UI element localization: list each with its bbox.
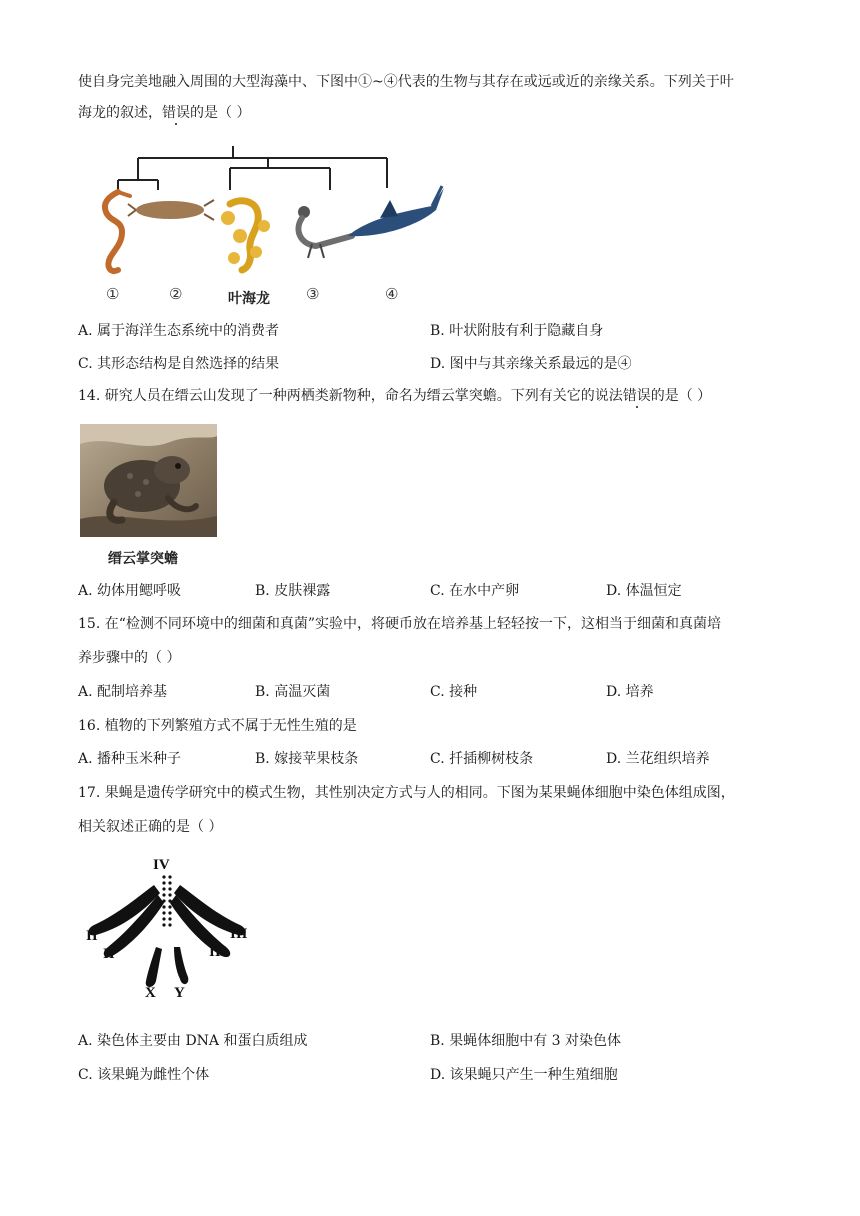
- toad-icon: [80, 424, 217, 537]
- q13-emphasis: 错误: [162, 105, 190, 121]
- q14-text-post: 的是（ ）: [650, 388, 712, 404]
- q16-option-a: A. 播种玉米种子: [78, 751, 182, 767]
- q15-text-line1: 15. 在“检测不同环境中的细菌和真菌”实验中，将硬币放在培养基上轻轻按一下，这相当于细菌和真菌培: [78, 616, 722, 632]
- feathered-dinosaur-icon: [298, 206, 352, 258]
- chromosome-label-x: X: [145, 985, 156, 1001]
- q13-option-c: C. 其形态结构是自然选择的结果: [78, 356, 280, 372]
- q17-option-d: D. 该果蝇只产生一种生殖细胞: [430, 1067, 618, 1083]
- tree-label-1: ①: [106, 285, 120, 303]
- q17-text-line1: 17. 果蝇是遗传学研究中的模式生物，其性别决定方式与人的相同。下图为某果蝇体细胞中染色体组成图，: [78, 785, 735, 801]
- shrimp-icon: [128, 200, 214, 220]
- chromosome-label-iv: IV: [153, 857, 170, 873]
- q13-text-line1: 使自身完美地融入周围的大型海藻中、下图中①~④代表的生物与其存在或远或近的亲缘关系。下列关于叶: [78, 74, 734, 90]
- tree-label-2: ②: [169, 285, 183, 303]
- q13-option-a: A. 属于海洋生态系统中的消费者: [78, 323, 280, 339]
- tree-label-4: ④: [385, 285, 399, 303]
- q13-text-pre: 海龙的叙述，: [78, 105, 162, 121]
- tree-label-3: ③: [306, 285, 320, 303]
- q13-text-line2: [78, 103, 250, 123]
- q17-option-a: A. 染色体主要由 DNA 和蛋白质组成: [78, 1033, 308, 1049]
- seahorse-icon: [105, 192, 130, 271]
- q14-option-d: D. 体温恒定: [606, 583, 682, 599]
- tree-label-leafy-seadragon: 叶海龙: [228, 291, 270, 307]
- q14-emphasis: 错误: [622, 388, 651, 404]
- q14-option-b: B. 皮肤裸露: [255, 583, 331, 599]
- q14-option-c: C. 在水中产卵: [430, 583, 520, 599]
- chromosome-label-ii-a: II: [86, 928, 98, 944]
- q16-option-d: D. 兰花组织培养: [606, 751, 710, 767]
- chromosome-label-y: Y: [174, 985, 185, 1001]
- q15-option-c: C. 接种: [430, 684, 478, 700]
- toad-photo: [80, 424, 217, 537]
- q13-option-b: B. 叶状附肢有利于隐藏自身: [430, 323, 604, 339]
- chromosome-label-ii-b: II: [103, 946, 115, 962]
- chromosome-label-iii-a: III: [230, 926, 248, 942]
- leafy-seadragon-icon: [221, 201, 270, 270]
- q16-option-c: C. 扦插柳树枝条: [430, 751, 534, 767]
- q15-option-d: D. 培养: [606, 684, 654, 700]
- marlin-icon: [348, 186, 444, 236]
- q14-text: [78, 386, 711, 406]
- q13-text-post: 的是（ ）: [190, 105, 251, 121]
- q17-option-c: C. 该果蝇为雌性个体: [78, 1067, 210, 1083]
- q16-option-b: B. 嫁接苹果枝条: [255, 751, 359, 767]
- q14-option-a: A. 幼体用鳃呼吸: [78, 583, 182, 599]
- q16-text: 16. 植物的下列繁殖方式不属于无性生殖的是: [78, 718, 357, 734]
- q17-text-line2: 相关叙述正确的是（ ）: [78, 819, 223, 835]
- chromosome-label-iii-b: III: [209, 944, 227, 960]
- chromosome-y: [174, 947, 188, 984]
- q15-option-a: A. 配制培养基: [78, 684, 168, 700]
- q13-option-d: D. 图中与其亲缘关系最远的是④: [430, 356, 632, 372]
- toad-photo-caption: 缙云掌突蟾: [108, 551, 178, 567]
- q17-option-b: B. 果蝇体细胞中有 3 对染色体: [430, 1033, 621, 1049]
- q15-option-b: B. 高温灭菌: [255, 684, 331, 700]
- phylogenetic-tree-figure: [80, 140, 460, 290]
- q14-text-pre: 14. 研究人员在缙云山发现了一种两栖类新物种，命名为缙云掌突蟾。下列有关它的说法: [78, 388, 623, 404]
- chromosome-x: [146, 947, 162, 987]
- q15-text-line2: 养步骤中的（ ）: [78, 650, 181, 666]
